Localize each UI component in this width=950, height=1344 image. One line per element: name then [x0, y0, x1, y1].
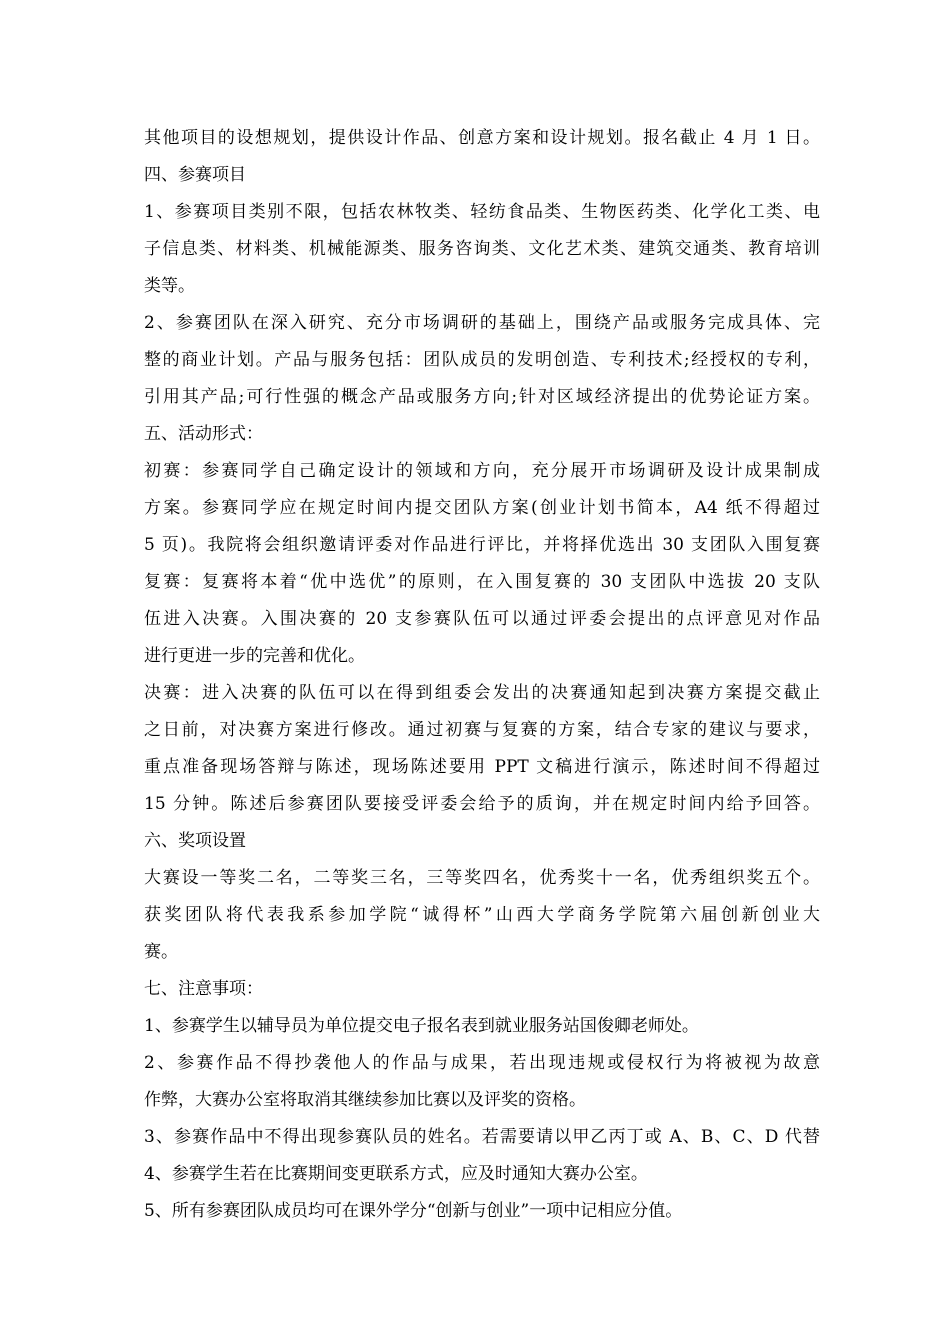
text-line: 15 分钟。陈述后参赛团队要接受评委会给予的质询，并在规定时间内给予回答。 — [144, 794, 820, 814]
text-line: 子信息类、材料类、机械能源类、服务咨询类、文化艺术类、建筑交通类、教育培训 — [144, 239, 820, 259]
text-line: 之日前，对决赛方案进行修改。通过初赛与复赛的方案，结合专家的建议与要求， — [144, 720, 820, 740]
text-line: 大赛设一等奖二名，二等奖三名，三等奖四名，优秀奖十一名，优秀组织奖五个。 — [144, 868, 820, 888]
text-line: 复赛：复赛将本着“优中选优”的原则，在入围复赛的 30 支团队中选拔 20 支队 — [144, 572, 820, 592]
text-line: 初赛：参赛同学自己确定设计的领域和方向，充分展开市场调研及设计成果制成 — [144, 461, 820, 481]
text-line: 2、参赛团队在深入研究、充分市场调研的基础上，围绕产品或服务完成具体、完 — [144, 313, 820, 333]
text-line: 作弊，大赛办公室将取消其继续参加比赛以及评奖的资格。 — [144, 1090, 586, 1110]
text-line: 决赛：进入决赛的队伍可以在得到组委会发出的决赛通知起到决赛方案提交截止 — [144, 683, 820, 703]
document-body — [144, 120, 820, 1230]
text-line: 引用其产品;可行性强的概念产品或服务方向;针对区域经济提出的优势论证方案。 — [144, 387, 820, 407]
section-heading-entry-projects: 四、参赛项目 — [144, 165, 246, 185]
section-heading-notes: 七、注意事项： — [144, 979, 263, 999]
text-line: 类等。 — [144, 276, 195, 296]
text-line: 进行更进一步的完善和优化。 — [144, 646, 365, 666]
text-line: 其他项目的设想规划，提供设计作品、创意方案和设计规划。报名截止 4 月 1 日。 — [144, 128, 820, 148]
text-line: 伍进入决赛。入围决赛的 20 支参赛队伍可以通过评委会提出的点评意见对作品 — [144, 609, 820, 629]
text-line: 赛。 — [144, 942, 178, 962]
text-line: 4、参赛学生若在比赛期间变更联系方式，应及时通知大赛办公室。 — [144, 1164, 648, 1184]
text-line: 5、所有参赛团队成员均可在课外学分“创新与创业”一项中记相应分值。 — [144, 1201, 683, 1221]
text-line: 获奖团队将代表我系参加学院“诚得杯”山西大学商务学院第六届创新创业大 — [144, 905, 820, 925]
text-line: 1、参赛项目类别不限，包括农林牧类、轻纺食品类、生物医药类、化学化工类、电 — [144, 202, 820, 222]
section-heading-activity-format: 五、活动形式： — [144, 424, 263, 444]
text-line: 5 页)。我院将会组织邀请评委对作品进行评比，并将择优选出 30 支团队入围复赛 — [144, 535, 820, 555]
text-line: 3、参赛作品中不得出现参赛队员的姓名。若需要请以甲乙丙丁或 A、B、C、D 代替 — [144, 1127, 820, 1147]
section-heading-awards: 六、奖项设置 — [144, 831, 246, 851]
text-line: 方案。参赛同学应在规定时间内提交团队方案(创业计划书简本，A4 纸不得超过 — [144, 498, 820, 518]
text-line: 重点准备现场答辩与陈述，现场陈述要用 PPT 文稿进行演示，陈述时间不得超过 — [144, 757, 820, 777]
text-line: 整的商业计划。产品与服务包括：团队成员的发明创造、专利技术;经授权的专利， — [144, 350, 820, 370]
text-line: 2、参赛作品不得抄袭他人的作品与成果，若出现违规或侵权行为将被视为故意 — [144, 1053, 820, 1073]
text-line: 1、参赛学生以辅导员为单位提交电子报名表到就业服务站国俊卿老师处。 — [144, 1016, 699, 1036]
